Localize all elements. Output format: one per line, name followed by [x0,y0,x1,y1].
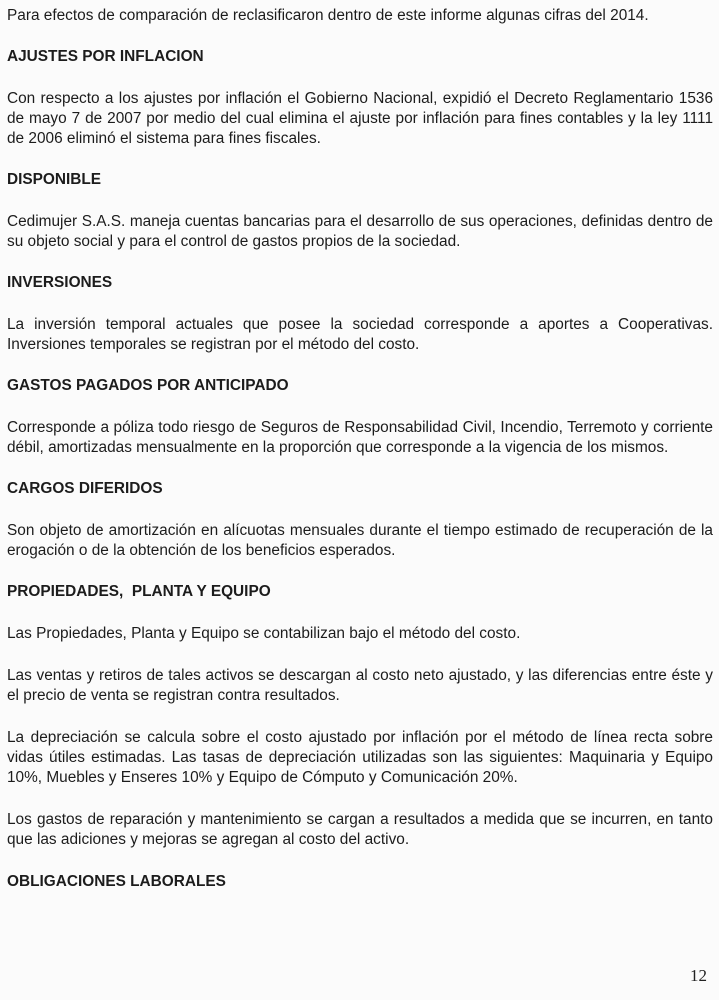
heading-disponible: DISPONIBLE [7,171,102,188]
paragraph-inversiones: La inversión temporal actuales que posee la sociedad corresponde a aportes a Cooperativas. Inversiones temporales se registran por el método del costo. [7,316,713,353]
paragraph-ventas-y-retiros: Las ventas y retiros de tales activos se descargan al costo neto ajustado, y las diferencias entre éste y el precio de venta se registran contra resultados. [7,667,713,704]
paragraph-gastos-pagados-por-anticipado: Corresponde a póliza todo riesgo de Seguros de Responsabilidad Civil, Incendio, Terremoto y corriente débil, amortizadas mensualmente en la proporción que corresponde a la vigencia de los mismos. [7,419,713,456]
heading-ajustes-por-inflacion: AJUSTES POR INFLACION [7,48,204,65]
paragraph-metodo-del-costo: Las Propiedades, Planta y Equipo se contabilizan bajo el método del costo. [7,625,521,642]
page-number: 12 [690,966,707,985]
paragraph-comparacion: Para efectos de comparación de reclasificaron dentro de este informe algunas cifras del 2014. [7,7,649,24]
paragraph-disponible: Cedimujer S.A.S. maneja cuentas bancarias para el desarrollo de sus operaciones, definidas dentro de su objeto social y para el control de gastos propios de la sociedad. [7,213,713,250]
document-page [7,6,713,892]
heading-propiedades-planta-y-equipo: PROPIEDADES, PLANTA Y EQUIPO [7,583,271,600]
heading-cargos-diferidos: CARGOS DIFERIDOS [7,480,163,497]
paragraph-ajustes-por-inflacion: Con respecto a los ajustes por inflación el Gobierno Nacional, expidió el Decreto Reglamentario 1536 de mayo 7 de 2007 por medio del cual elimina el ajuste por inflación para fines contables y la ley 1111 de 2006 eliminó el sistema para fines fiscales. [7,90,713,147]
paragraph-gastos-de-reparacion: Los gastos de reparación y mantenimiento se cargan a resultados a medida que se incurren, en tanto que las adiciones y mejoras se agregan al costo del activo. [7,811,713,848]
heading-gastos-pagados-por-anticipado: GASTOS PAGADOS POR ANTICIPADO [7,377,289,394]
paragraph-cargos-diferidos: Son objeto de amortización en alícuotas mensuales durante el tiempo estimado de recuperación de la erogación o de la obtención de los beneficios esperados. [7,522,713,559]
heading-obligaciones-laborales: OBLIGACIONES LABORALES [7,873,226,890]
heading-inversiones: INVERSIONES [7,274,113,291]
paragraph-depreciacion: La depreciación se calcula sobre el costo ajustado por inflación por el método de línea recta sobre vidas útiles estimadas. Las tasas de depreciación utilizadas son las siguientes: Maquinaria y Equipo 10%, Muebles y Enseres 10% y Equipo de Cómputo y Comunicación 20%. [7,729,713,786]
